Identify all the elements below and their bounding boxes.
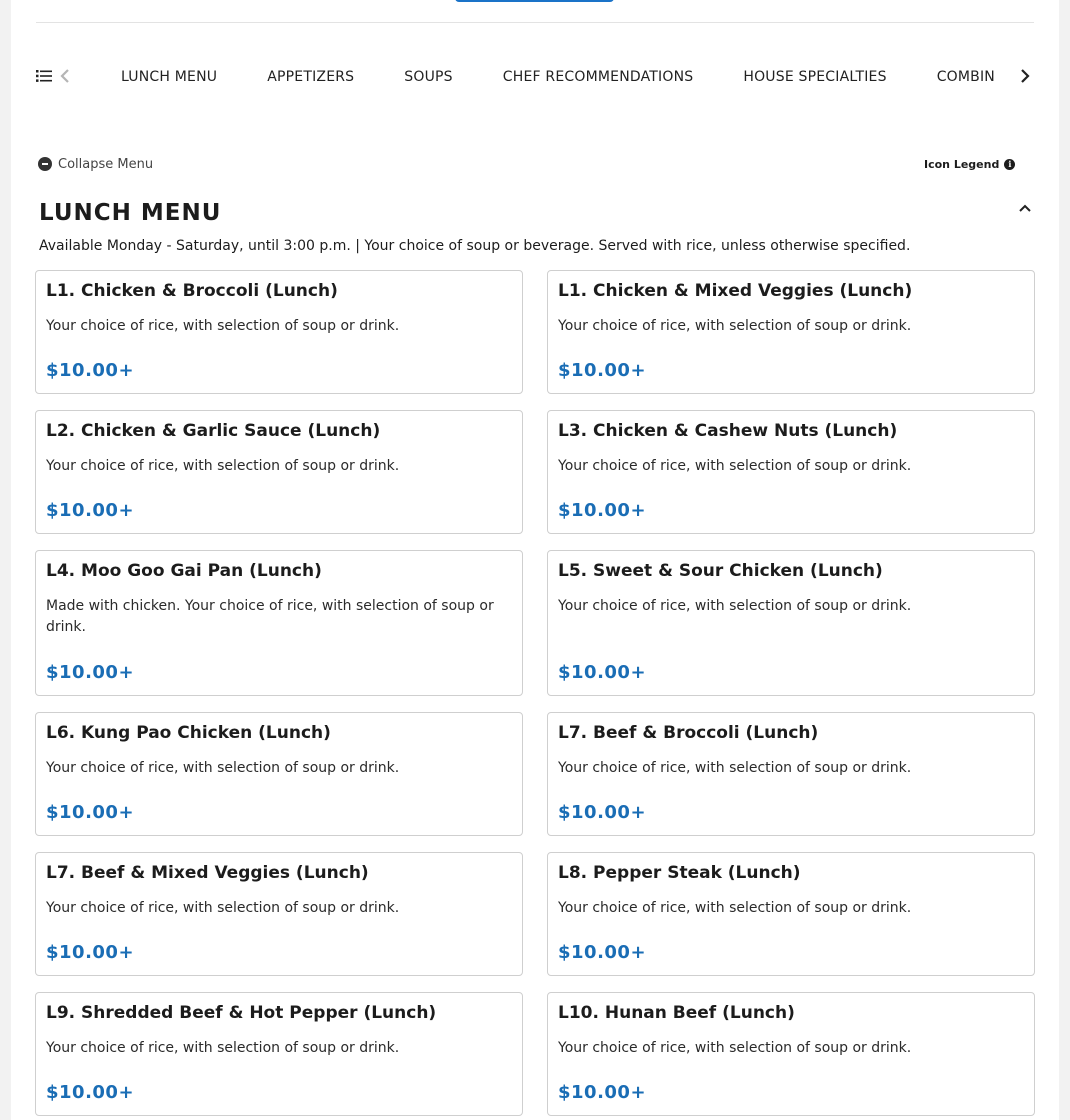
tab-house-specialties[interactable]: HOUSE SPECIALTIES bbox=[743, 69, 887, 85]
menu-item-card[interactable] bbox=[547, 550, 1035, 696]
top-button[interactable] bbox=[455, 0, 614, 2]
collapse-menu-button[interactable] bbox=[38, 155, 153, 173]
menu-item-card[interactable] bbox=[35, 852, 523, 976]
menu-item-card[interactable] bbox=[35, 992, 523, 1116]
list-icon[interactable] bbox=[36, 69, 52, 83]
item-description: Your choice of rice, with selection of soup or drink. bbox=[558, 900, 912, 916]
divider bbox=[36, 22, 1034, 23]
item-price: $10.00+ bbox=[46, 662, 135, 683]
chevron-left-icon[interactable] bbox=[58, 68, 72, 84]
tab-soups[interactable]: SOUPS bbox=[404, 69, 453, 85]
menu-item-card[interactable] bbox=[547, 992, 1035, 1116]
item-name: L1. Chicken & Mixed Veggies (Lunch) bbox=[558, 281, 913, 301]
item-price: $10.00+ bbox=[46, 1082, 135, 1103]
collapse-menu-label: Collapse Menu bbox=[58, 156, 154, 172]
item-description: Made with chicken. Your choice of rice, with selection of soup or drink. bbox=[46, 598, 494, 635]
category-nav bbox=[36, 56, 1034, 98]
menu-item-card[interactable] bbox=[547, 410, 1035, 534]
item-description: Your choice of rice, with selection of soup or drink. bbox=[46, 458, 400, 474]
item-name: L5. Sweet & Sour Chicken (Lunch) bbox=[558, 561, 883, 581]
item-description: Your choice of rice, with selection of soup or drink. bbox=[558, 598, 912, 614]
item-price: $10.00+ bbox=[46, 500, 135, 521]
item-price: $10.00+ bbox=[558, 942, 647, 963]
menu-item-card[interactable] bbox=[35, 550, 523, 696]
item-name: L7. Beef & Broccoli (Lunch) bbox=[558, 723, 819, 743]
menu-item-card[interactable] bbox=[547, 270, 1035, 394]
item-price: $10.00+ bbox=[558, 360, 647, 381]
item-name: L6. Kung Pao Chicken (Lunch) bbox=[46, 723, 331, 743]
menu-item-card[interactable] bbox=[35, 270, 523, 394]
tab-appetizers[interactable]: APPETIZERS bbox=[267, 69, 355, 85]
info-icon: i bbox=[1004, 159, 1015, 170]
minus-circle-icon bbox=[38, 157, 52, 171]
item-description: Your choice of rice, with selection of soup or drink. bbox=[46, 1040, 400, 1056]
item-name: L1. Chicken & Broccoli (Lunch) bbox=[46, 281, 338, 301]
chevron-up-icon[interactable] bbox=[1017, 201, 1033, 215]
page bbox=[11, 0, 1059, 1120]
item-name: L2. Chicken & Garlic Sauce (Lunch) bbox=[46, 421, 381, 441]
item-description: Your choice of rice, with selection of soup or drink. bbox=[46, 318, 400, 334]
menu-item-card[interactable] bbox=[35, 410, 523, 534]
item-description: Your choice of rice, with selection of soup or drink. bbox=[558, 760, 912, 776]
tab-combination[interactable]: COMBIN bbox=[936, 69, 995, 85]
item-description: Your choice of rice, with selection of soup or drink. bbox=[46, 900, 400, 916]
item-price: $10.00+ bbox=[558, 500, 647, 521]
item-price: $10.00+ bbox=[46, 802, 135, 823]
tab-chef-recommendations[interactable]: CHEF RECOMMENDATIONS bbox=[502, 69, 694, 85]
item-name: L7. Beef & Mixed Veggies (Lunch) bbox=[46, 863, 369, 883]
icon-legend-label: Icon Legend bbox=[924, 157, 1000, 171]
item-name: L8. Pepper Steak (Lunch) bbox=[558, 863, 801, 883]
icon-legend-button[interactable] bbox=[924, 155, 1015, 173]
section-description: Available Monday - Saturday, until 3:00 p.m. | Your choice of soup or beverage. Served with rice, unless otherwise specified. bbox=[39, 238, 911, 254]
item-name: L9. Shredded Beef & Hot Pepper (Lunch) bbox=[46, 1003, 437, 1023]
item-price: $10.00+ bbox=[558, 1082, 647, 1103]
item-price: $10.00+ bbox=[558, 802, 647, 823]
item-description: Your choice of rice, with selection of soup or drink. bbox=[558, 318, 912, 334]
menu-item-card[interactable] bbox=[547, 712, 1035, 836]
item-name: L10. Hunan Beef (Lunch) bbox=[558, 1003, 795, 1023]
item-name: L3. Chicken & Cashew Nuts (Lunch) bbox=[558, 421, 898, 441]
item-description: Your choice of rice, with selection of soup or drink. bbox=[558, 458, 912, 474]
section-title: LUNCH MENU bbox=[39, 200, 222, 226]
item-name: L4. Moo Goo Gai Pan (Lunch) bbox=[46, 561, 322, 581]
tab-lunch-menu[interactable]: LUNCH MENU bbox=[121, 69, 218, 85]
chevron-right-icon[interactable] bbox=[1018, 68, 1032, 84]
menu-item-card[interactable] bbox=[547, 852, 1035, 976]
item-price: $10.00+ bbox=[46, 942, 135, 963]
item-description: Your choice of rice, with selection of soup or drink. bbox=[558, 1040, 912, 1056]
item-price: $10.00+ bbox=[558, 662, 647, 683]
item-description: Your choice of rice, with selection of soup or drink. bbox=[46, 760, 400, 776]
tabs-track bbox=[86, 56, 1009, 98]
item-price: $10.00+ bbox=[46, 360, 135, 381]
menu-item-card[interactable] bbox=[35, 712, 523, 836]
